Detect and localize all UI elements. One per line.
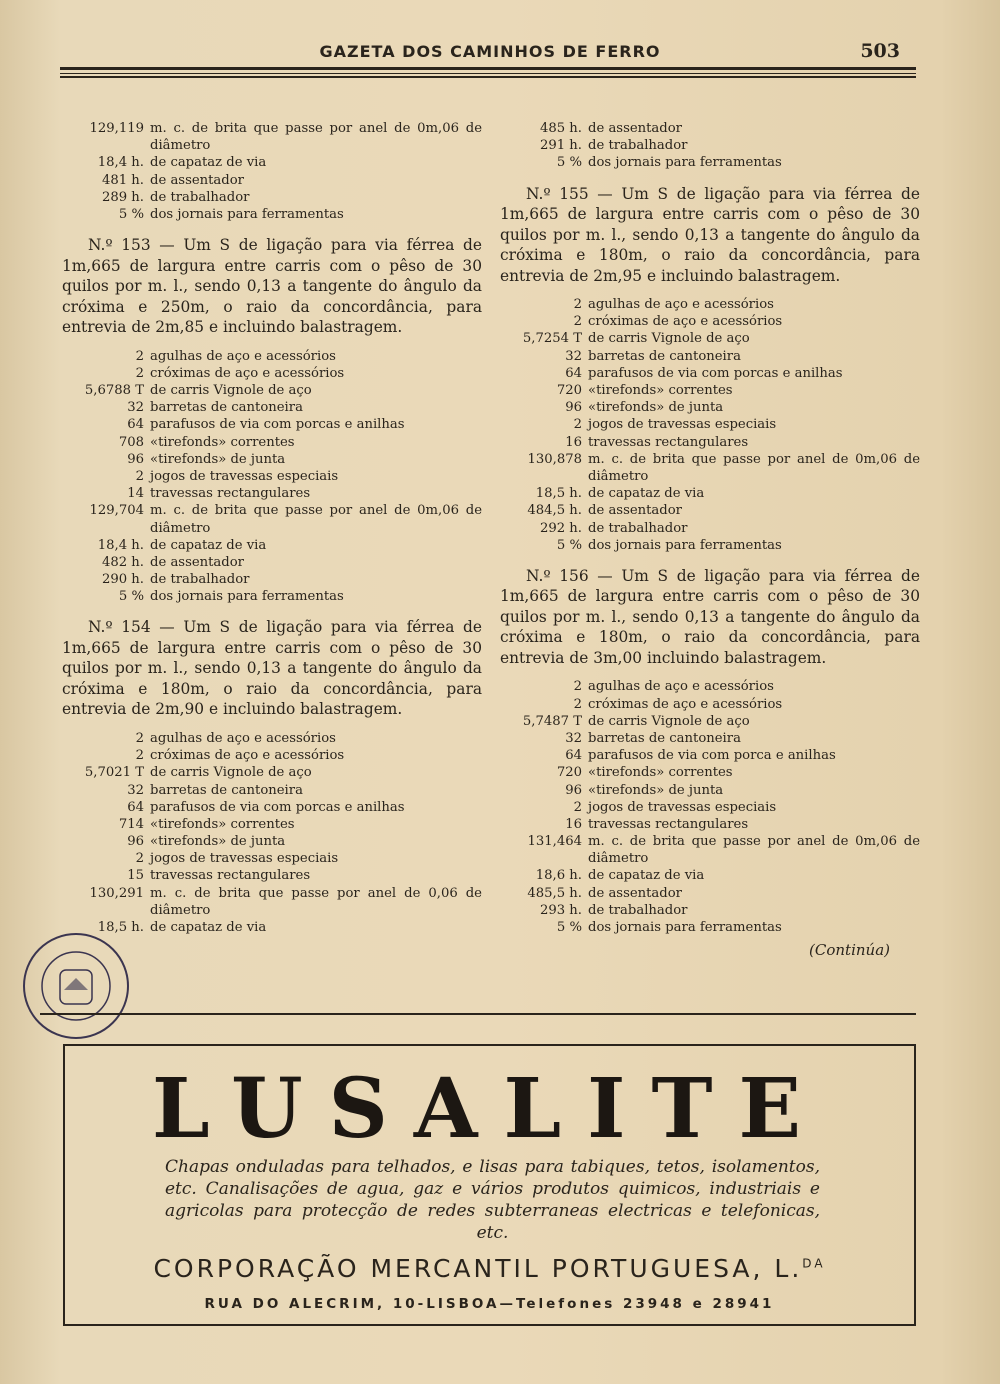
item-description: parafusos de via com porcas e anilhas (150, 417, 405, 433)
list-item (500, 919, 920, 936)
item-quantity: 18,4 h. (97, 537, 144, 553)
item-quantity: 2 (135, 730, 144, 746)
list-item (500, 382, 920, 399)
list-item (500, 730, 920, 747)
items-list (500, 120, 920, 172)
list-item (500, 365, 920, 382)
item-description: dos jornais para ferramentas (150, 589, 344, 605)
item-quantity: 720 (556, 765, 582, 781)
list-item (62, 120, 482, 154)
section-155-heading: N.º 155 — Um S de ligação para via férrea de 1m,665 de largura entre carris com o pêso de 30 quilos por m. l., sendo 0,13 a tangente do ângulo da cróxima e 180m, o raio da concordância, para entrevia de 2m,95 e incluindo balastragem. (500, 184, 920, 285)
list-item (500, 485, 920, 502)
list-item (62, 885, 482, 919)
list-item (62, 867, 482, 884)
list-item (62, 172, 482, 189)
item-description: de capataz de via (150, 537, 267, 553)
list-item (500, 416, 920, 433)
item-description: m. c. de brita que passe por anel de 0m,06 de diâmetro (150, 121, 482, 154)
library-stamp-icon (20, 930, 132, 1042)
item-quantity: 2 (573, 679, 582, 695)
list-item (62, 537, 482, 554)
list-item (500, 696, 920, 713)
company-name-text: CORPORAÇÃO MERCANTIL PORTUGUESA, L. (153, 1254, 803, 1283)
header-rule-thick (60, 67, 916, 70)
item-quantity: 2 (135, 365, 144, 381)
items-list (62, 348, 482, 606)
item-description: «tirefonds» de junta (588, 782, 724, 798)
header-rule-bottom (60, 76, 916, 78)
item-description: agulhas de aço e acessórios (150, 730, 336, 746)
item-description: parafusos de via com porca e anilhas (588, 748, 836, 764)
list-item (500, 902, 920, 919)
item-quantity: 64 (565, 365, 582, 381)
item-quantity: 290 h. (101, 572, 144, 588)
item-quantity: 5 % (118, 206, 144, 222)
list-item (500, 348, 920, 365)
item-description: m. c. de brita que passe por anel de 0m,06 de diâmetro (150, 503, 482, 536)
item-description: m. c. de brita que passe por anel de 0m,06 de diâmetro (588, 451, 920, 484)
item-description: parafusos de via com porcas e anilhas (150, 799, 405, 815)
section-154-heading: N.º 154 — Um S de ligação para via férrea de 1m,665 de largura entre carris com o pêso de 30 quilos por m. l., sendo 0,13 a tangente do ângulo da cróxima e 180m, o raio da concordância, para entrevia de 2m,90 e incluindo balastragem. (62, 618, 482, 719)
item-description: de trabalhador (150, 572, 250, 588)
item-description: de trabalhador (588, 138, 688, 154)
list-item (62, 348, 482, 365)
item-description: de assentador (588, 121, 682, 136)
item-quantity: 64 (565, 748, 582, 764)
item-description: dos jornais para ferramentas (588, 920, 782, 936)
item-description: cróximas de aço e acessórios (588, 696, 783, 712)
item-quantity: 5,7487 T (522, 713, 582, 729)
item-description: «tirefonds» de junta (150, 451, 286, 467)
item-description: travessas rectangulares (150, 486, 311, 502)
item-quantity: 720 (556, 383, 582, 398)
item-quantity: 2 (135, 748, 144, 764)
company-address: RUA DO ALECRIM, 10-LISBOA—Telefones 23948 e 28941 (204, 1296, 775, 1312)
item-quantity: 2 (573, 297, 582, 313)
item-description: «tirefonds» correntes (150, 816, 295, 832)
item-description: «tirefonds» correntes (588, 383, 733, 398)
item-description: agulhas de aço e acessórios (588, 297, 774, 313)
item-quantity: 2 (135, 348, 144, 364)
list-item (62, 189, 482, 206)
list-item (62, 154, 482, 171)
list-item (500, 120, 920, 137)
item-description: cróximas de aço e acessórios (150, 365, 345, 381)
item-description: barretas de cantoneira (588, 730, 741, 746)
item-quantity: 131,464 (527, 834, 582, 850)
item-quantity: 5 % (556, 155, 582, 171)
section-156-heading: N.º 156 — Um S de ligação para via férrea de 1m,665 de largura entre carris com o pêso de 30 quilos por m. l., sendo 0,13 a tangente do ângulo da cróxima e 180m, o raio da concordância, para entrevia de 3m,00 incluindo balastragem. (500, 566, 920, 667)
list-item (62, 434, 482, 451)
item-quantity: 484,5 h. (527, 503, 582, 519)
item-description: de carris Vignole de aço (588, 713, 750, 729)
list-item (500, 747, 920, 764)
item-quantity: 64 (127, 417, 144, 433)
item-quantity: 2 (573, 696, 582, 712)
list-item (500, 154, 920, 171)
list-item (500, 399, 920, 416)
list-item (62, 554, 482, 571)
list-item (500, 713, 920, 730)
item-description: cróximas de aço e acessórios (588, 314, 783, 330)
item-description: de capataz de via (150, 920, 267, 936)
list-item (500, 434, 920, 451)
list-item (62, 816, 482, 833)
item-description: agulhas de aço e acessórios (150, 348, 336, 364)
company-suffix: DA (802, 1256, 826, 1271)
item-quantity: 32 (127, 782, 144, 798)
list-item (62, 206, 482, 223)
list-item (62, 730, 482, 747)
item-quantity: 96 (127, 451, 144, 467)
item-quantity: 2 (573, 799, 582, 815)
item-quantity: 130,291 (89, 885, 144, 901)
list-item (500, 451, 920, 485)
item-quantity: 129,119 (89, 121, 144, 136)
list-item (62, 416, 482, 433)
item-description: travessas rectangulares (150, 868, 311, 884)
item-quantity: 18,5 h. (535, 486, 582, 502)
item-description: barretas de cantoneira (588, 348, 741, 364)
item-description: travessas rectangulares (588, 434, 749, 450)
item-description: de trabalhador (588, 902, 688, 918)
list-item (62, 502, 482, 536)
item-quantity: 5,7254 T (522, 331, 582, 347)
items-list (62, 730, 482, 936)
item-quantity: 5 % (556, 537, 582, 553)
item-quantity: 64 (127, 799, 144, 815)
item-quantity: 16 (565, 816, 582, 832)
list-item (62, 588, 482, 605)
item-description: m. c. de brita que passe por anel de 0,06 de diâmetro (150, 885, 482, 918)
item-description: dos jornais para ferramentas (150, 206, 344, 222)
item-quantity: 482 h. (101, 554, 144, 570)
list-item (500, 537, 920, 554)
item-quantity: 96 (565, 400, 582, 416)
header-rule-thin (60, 73, 916, 74)
item-quantity: 18,6 h. (535, 868, 582, 884)
page-header (60, 40, 920, 64)
list-item (500, 330, 920, 347)
item-quantity: 714 (118, 816, 144, 832)
list-item (62, 764, 482, 781)
list-item (62, 468, 482, 485)
list-item (62, 799, 482, 816)
item-quantity: 18,4 h. (97, 155, 144, 171)
item-description: jogos de travessas especiais (588, 799, 777, 815)
list-item (500, 313, 920, 330)
list-item (62, 782, 482, 799)
list-item (62, 365, 482, 382)
list-item (500, 867, 920, 884)
item-description: cróximas de aço e acessórios (150, 748, 345, 764)
item-quantity: 291 h. (539, 138, 582, 154)
list-item (500, 885, 920, 902)
list-item (62, 747, 482, 764)
list-item (62, 833, 482, 850)
item-quantity: 485 h. (539, 121, 582, 136)
left-column (62, 120, 482, 936)
item-description: travessas rectangulares (588, 816, 749, 832)
item-quantity: 32 (565, 730, 582, 746)
item-description: de trabalhador (150, 189, 250, 205)
list-item (62, 485, 482, 502)
item-description: jogos de travessas especiais (150, 468, 339, 484)
item-quantity: 130,878 (527, 451, 582, 467)
item-quantity: 481 h. (101, 172, 144, 188)
item-description: «tirefonds» correntes (588, 765, 733, 781)
item-quantity: 2 (135, 468, 144, 484)
item-quantity: 14 (127, 486, 144, 502)
item-description: agulhas de aço e acessórios (588, 679, 774, 695)
journal-title: GAZETA DOS CAMINHOS DE FERRO (319, 42, 661, 61)
list-item (500, 782, 920, 799)
right-column (500, 120, 920, 959)
item-quantity: 2 (573, 417, 582, 433)
item-description: dos jornais para ferramentas (588, 155, 782, 171)
item-quantity: 96 (127, 834, 144, 850)
list-item (500, 764, 920, 781)
list-item (62, 399, 482, 416)
item-description: barretas de cantoneira (150, 400, 303, 416)
item-description: jogos de travessas especiais (588, 417, 777, 433)
list-item (62, 451, 482, 468)
lusalite-advertisement (63, 1044, 916, 1326)
company-name (65, 1254, 914, 1283)
item-quantity: 5,7021 T (84, 765, 144, 781)
brand-logo: LUSALITE (151, 1061, 828, 1157)
list-item (500, 502, 920, 519)
list-item (500, 678, 920, 695)
items-list (62, 120, 482, 223)
item-description: «tirefonds» de junta (588, 400, 724, 416)
item-quantity: 32 (127, 400, 144, 416)
item-quantity: 5 % (556, 920, 582, 936)
list-item (500, 296, 920, 313)
section-153-heading: N.º 153 — Um S de ligação para via férrea de 1m,665 de largura entre carris com o pêso de 30 quilos por m. l., sendo 0,13 a tangente do ângulo da cróxima e 250m, o raio da concordância, para entrevia de 2m,85 e incluindo balastragem. (62, 236, 482, 337)
list-item (62, 571, 482, 588)
item-quantity: 129,704 (89, 503, 144, 519)
item-quantity: 292 h. (539, 520, 582, 536)
item-description: «tirefonds» de junta (150, 834, 286, 850)
item-quantity: 18,5 h. (97, 920, 144, 936)
items-list (500, 296, 920, 554)
item-description: de assentador (150, 172, 244, 188)
item-description: de assentador (150, 554, 244, 570)
item-quantity: 32 (565, 348, 582, 364)
item-quantity: 96 (565, 782, 582, 798)
list-item (62, 850, 482, 867)
item-description: de assentador (588, 885, 682, 901)
item-quantity: 2 (135, 851, 144, 867)
item-quantity: 2 (573, 314, 582, 330)
list-item (500, 799, 920, 816)
ad-description: Chapas onduladas para telhados, e lisas para tabiques, tetos, isolamentos, etc. Canalisações de agua, gaz e vários produtos quimicos, industriais e agricolas para protecção de redes subterraneas electricas e telefonicas, etc. (165, 1157, 820, 1243)
item-quantity: 15 (127, 868, 144, 884)
continua-note: (Continúa) (809, 941, 890, 960)
item-quantity: 708 (118, 434, 144, 450)
item-description: parafusos de via com porcas e anilhas (588, 365, 843, 381)
item-description: de assentador (588, 503, 682, 519)
list-item (500, 137, 920, 154)
item-description: dos jornais para ferramentas (588, 537, 782, 553)
item-quantity: 485,5 h. (527, 885, 582, 901)
item-quantity: 289 h. (101, 189, 144, 205)
item-quantity: 5 % (118, 589, 144, 605)
item-description: m. c. de brita que passe por anel de 0m,06 de diâmetro (588, 834, 920, 867)
item-description: de carris Vignole de aço (150, 765, 312, 781)
item-description: de capataz de via (588, 486, 705, 502)
item-quantity: 293 h. (539, 902, 582, 918)
list-item (500, 520, 920, 537)
item-quantity: 16 (565, 434, 582, 450)
item-quantity: 5,6788 T (84, 383, 144, 399)
item-description: de capataz de via (588, 868, 705, 884)
ad-top-rule (40, 1013, 916, 1015)
page-number: 503 (860, 40, 900, 62)
items-list (500, 678, 920, 936)
item-description: de carris Vignole de aço (588, 331, 750, 347)
list-item (62, 382, 482, 399)
item-description: de carris Vignole de aço (150, 383, 312, 399)
item-description: jogos de travessas especiais (150, 851, 339, 867)
list-item (500, 833, 920, 867)
item-description: barretas de cantoneira (150, 782, 303, 798)
item-description: de trabalhador (588, 520, 688, 536)
item-description: «tirefonds» correntes (150, 434, 295, 450)
list-item (500, 816, 920, 833)
item-description: de capataz de via (150, 155, 267, 171)
